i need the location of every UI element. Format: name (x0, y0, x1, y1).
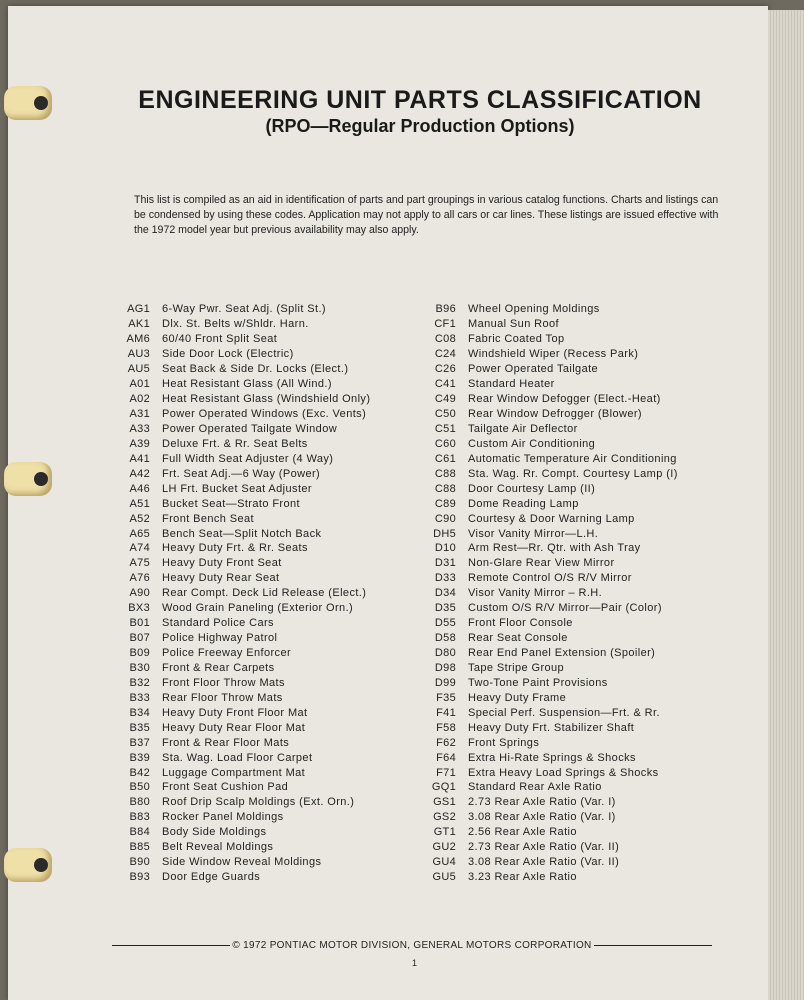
rpo-row (104, 496, 370, 511)
rpo-description: Rear Floor Throw Mats (162, 691, 283, 704)
rpo-code: B34 (129, 706, 150, 719)
rpo-code: B32 (129, 676, 150, 689)
rpo-code: AU5 (127, 363, 150, 376)
rpo-code: A33 (129, 422, 150, 435)
rpo-row (410, 317, 678, 332)
rpo-row (410, 496, 678, 511)
rpo-code: GT1 (433, 826, 456, 839)
copyright-footer (112, 940, 712, 951)
rpo-row (410, 870, 678, 885)
rpo-code: D31 (434, 557, 456, 570)
rpo-code: GU2 (432, 841, 456, 854)
rpo-code: B42 (129, 766, 150, 779)
rpo-description: Power Operated Windows (Exc. Vents) (162, 408, 367, 421)
rpo-description: Non-Glare Rear View Mirror (468, 557, 615, 570)
rpo-row (410, 481, 678, 496)
rpo-description: Police Highway Patrol (162, 632, 278, 645)
rpo-description: 60/40 Front Split Seat (162, 333, 278, 346)
rpo-code: B33 (129, 691, 150, 704)
rpo-row (104, 646, 370, 661)
rpo-row (104, 661, 370, 676)
rpo-description: Remote Control O/S R/V Mirror (468, 572, 632, 585)
rpo-row (104, 377, 370, 392)
rpo-code: AK1 (128, 318, 150, 331)
rpo-code: A74 (129, 542, 150, 555)
rpo-code: B83 (129, 811, 150, 824)
rpo-code: C88 (434, 482, 456, 495)
rpo-description: Heavy Duty Front Floor Mat (162, 706, 308, 719)
rpo-description: Front Bench Seat (162, 512, 255, 525)
rpo-code: D35 (434, 602, 456, 615)
rpo-code: C89 (434, 497, 456, 510)
rpo-description: Power Operated Tailgate (468, 363, 599, 376)
rpo-row (104, 347, 370, 362)
rpo-description: Rear Compt. Deck Lid Release (Elect.) (162, 587, 367, 600)
rpo-row (410, 825, 678, 840)
rpo-row (410, 646, 678, 661)
rpo-code: F62 (436, 736, 456, 749)
rpo-code: B90 (129, 856, 150, 869)
rpo-row (104, 422, 370, 437)
rpo-code: A90 (129, 587, 150, 600)
rpo-description: Heat Resistant Glass (All Wind.) (162, 378, 332, 391)
rpo-code: C88 (434, 467, 456, 480)
rpo-description: Seat Back & Side Dr. Locks (Elect.) (162, 363, 349, 376)
rpo-description: Full Width Seat Adjuster (4 Way) (162, 452, 334, 465)
rpo-row (410, 526, 678, 541)
rpo-row (410, 407, 678, 422)
rpo-description: Visor Vanity Mirror – R.H. (468, 587, 603, 600)
rpo-description: Tape Stripe Group (468, 661, 565, 674)
rpo-code: B07 (129, 632, 150, 645)
rpo-row (410, 466, 678, 481)
rpo-row (410, 661, 678, 676)
rpo-description: 2.73 Rear Axle Ratio (Var. I) (468, 796, 616, 809)
rpo-description: 2.56 Rear Axle Ratio (468, 826, 577, 839)
rpo-row (410, 451, 678, 466)
rpo-code: A42 (129, 467, 150, 480)
rpo-code: B09 (129, 647, 150, 660)
rpo-row (410, 735, 678, 750)
rpo-code: B39 (129, 751, 150, 764)
rpo-description: Extra Hi-Rate Springs & Shocks (468, 751, 636, 764)
rpo-row (410, 571, 678, 586)
rpo-code: D80 (434, 647, 456, 660)
rpo-row (410, 840, 678, 855)
rpo-row (104, 840, 370, 855)
rpo-row (104, 571, 370, 586)
rpo-code: A46 (129, 482, 150, 495)
rpo-row (104, 586, 370, 601)
rpo-row (410, 690, 678, 705)
binder-ring-icon (4, 462, 52, 496)
rpo-code: B35 (129, 721, 150, 734)
copyright-text: © 1972 PONTIAC MOTOR DIVISION, GENERAL MOTORS CORPORATION (232, 940, 592, 951)
rpo-list-left (104, 302, 370, 885)
rpo-code: B80 (129, 796, 150, 809)
rpo-description: Tailgate Air Deflector (468, 422, 578, 435)
rpo-description: Deluxe Frt. & Rr. Seat Belts (162, 437, 308, 450)
rpo-description: Heavy Duty Front Seat (162, 557, 282, 570)
rpo-code: C26 (434, 363, 456, 376)
rpo-code: B01 (129, 617, 150, 630)
rpo-description: Front & Rear Carpets (162, 661, 275, 674)
rpo-row (104, 750, 370, 765)
rpo-row (410, 541, 678, 556)
rpo-row (104, 870, 370, 885)
rpo-code: GQ1 (431, 781, 456, 794)
rpo-row (104, 407, 370, 422)
rpo-row (104, 855, 370, 870)
rpo-description: Rear Window Defogger (Elect.-Heat) (468, 393, 661, 406)
rpo-description: Side Window Reveal Moldings (162, 856, 322, 869)
rpo-code: C08 (434, 333, 456, 346)
rpo-description: Two-Tone Paint Provisions (468, 676, 608, 689)
rpo-code: A41 (129, 452, 150, 465)
rpo-code: A51 (129, 497, 150, 510)
rpo-row (410, 601, 678, 616)
rpo-code: AG1 (127, 303, 150, 316)
rpo-description: Automatic Temperature Air Conditioning (468, 452, 677, 465)
rpo-description: Bench Seat—Split Notch Back (162, 527, 322, 540)
rpo-description: Dlx. St. Belts w/Shldr. Harn. (162, 318, 309, 331)
rpo-code: CF1 (434, 318, 456, 331)
rpo-code: A02 (129, 393, 150, 406)
rpo-row (104, 810, 370, 825)
rpo-description: Belt Reveal Moldings (162, 841, 274, 854)
rpo-code: B85 (129, 841, 150, 854)
rpo-row (104, 526, 370, 541)
rpo-description: Front Floor Console (468, 617, 573, 630)
rpo-row (104, 392, 370, 407)
rpo-code: D10 (434, 542, 456, 555)
rpo-code: B30 (129, 661, 150, 674)
rpo-description: Heavy Duty Frt. Stabilizer Shaft (468, 721, 635, 734)
rpo-description: 3.08 Rear Axle Ratio (Var. II) (468, 856, 620, 869)
rpo-description: Extra Heavy Load Springs & Shocks (468, 766, 659, 779)
rpo-row (410, 720, 678, 735)
footer-rule-right (594, 945, 712, 946)
rpo-description: Custom Air Conditioning (468, 437, 596, 450)
rpo-description: Door Courtesy Lamp (II) (468, 482, 596, 495)
rpo-code: AM6 (126, 333, 150, 346)
rpo-row (410, 422, 678, 437)
rpo-description: Courtesy & Door Warning Lamp (468, 512, 635, 525)
rpo-code: F35 (436, 691, 456, 704)
rpo-row (104, 705, 370, 720)
rpo-description: 3.08 Rear Axle Ratio (Var. I) (468, 811, 616, 824)
rpo-description: Visor Vanity Mirror—L.H. (468, 527, 599, 540)
rpo-code: B96 (435, 303, 456, 316)
rpo-code: B93 (129, 871, 150, 884)
rpo-row (104, 825, 370, 840)
rpo-description: Sta. Wag. Load Floor Carpet (162, 751, 313, 764)
binder-ring-icon (4, 848, 52, 882)
rpo-description: Rear End Panel Extension (Spoiler) (468, 647, 656, 660)
rpo-code: F71 (436, 766, 456, 779)
rpo-row (104, 631, 370, 646)
rpo-code: GS2 (433, 811, 456, 824)
rpo-code: C61 (434, 452, 456, 465)
rpo-row (410, 855, 678, 870)
rpo-code: C60 (434, 437, 456, 450)
rpo-row (410, 780, 678, 795)
rpo-row (104, 481, 370, 496)
rpo-row (104, 302, 370, 317)
rpo-code: A01 (129, 378, 150, 391)
rpo-code: C24 (434, 348, 456, 361)
rpo-row (104, 675, 370, 690)
rpo-row (410, 377, 678, 392)
rpo-row (104, 317, 370, 332)
rpo-code: GS1 (433, 796, 456, 809)
rpo-code: B37 (129, 736, 150, 749)
rpo-code: A75 (129, 557, 150, 570)
rpo-description: Windshield Wiper (Recess Park) (468, 348, 639, 361)
rpo-code: D98 (434, 661, 456, 674)
rpo-code: F58 (436, 721, 456, 734)
rpo-description: Standard Rear Axle Ratio (468, 781, 602, 794)
rpo-code: GU5 (432, 871, 456, 884)
rpo-row (104, 332, 370, 347)
rpo-row (410, 616, 678, 631)
rpo-description: Bucket Seat—Strato Front (162, 497, 300, 510)
rpo-row (104, 795, 370, 810)
rpo-row (410, 511, 678, 526)
rpo-row (410, 362, 678, 377)
rpo-row (104, 451, 370, 466)
rpo-code: A52 (129, 512, 150, 525)
binder-ring-icon (4, 86, 52, 120)
rpo-code: A39 (129, 437, 150, 450)
rpo-list-right (410, 302, 678, 885)
rpo-row (410, 631, 678, 646)
page-title: ENGINEERING UNIT PARTS CLASSIFICATION (138, 86, 702, 114)
rpo-description: Custom O/S R/V Mirror—Pair (Color) (468, 602, 662, 615)
rpo-row (410, 302, 678, 317)
rpo-description: Body Side Moldings (162, 826, 267, 839)
rpo-row (104, 690, 370, 705)
rpo-code: D99 (434, 676, 456, 689)
rpo-description: Dome Reading Lamp (468, 497, 579, 510)
page-subtitle: (RPO—Regular Production Options) (265, 116, 575, 136)
rpo-description: Heat Resistant Glass (Windshield Only) (162, 393, 371, 406)
rpo-code: C49 (434, 393, 456, 406)
rpo-row (410, 705, 678, 720)
page-stack-edge (768, 10, 804, 1000)
rpo-description: 2.73 Rear Axle Ratio (Var. II) (468, 841, 620, 854)
rpo-description: Sta. Wag. Rr. Compt. Courtesy Lamp (I) (468, 467, 678, 480)
rpo-row (410, 765, 678, 780)
rpo-code: A76 (129, 572, 150, 585)
rpo-code: D33 (434, 572, 456, 585)
rpo-row (104, 616, 370, 631)
rpo-description: Standard Heater (468, 378, 555, 391)
rpo-description: Frt. Seat Adj.—6 Way (Power) (162, 467, 321, 480)
rpo-code: D55 (434, 617, 456, 630)
rpo-description: Heavy Duty Frt. & Rr. Seats (162, 542, 308, 555)
rpo-row (104, 466, 370, 481)
rpo-description: Front Seat Cushion Pad (162, 781, 289, 794)
rpo-row (104, 780, 370, 795)
rpo-row (410, 750, 678, 765)
rpo-description: Special Perf. Suspension—Frt. & Rr. (468, 706, 660, 719)
rpo-description: Luggage Compartment Mat (162, 766, 306, 779)
rpo-description: Front Floor Throw Mats (162, 676, 285, 689)
rpo-description: Police Freeway Enforcer (162, 647, 292, 660)
rpo-row (104, 436, 370, 451)
rpo-row (104, 765, 370, 780)
rpo-code: B84 (129, 826, 150, 839)
rpo-code: AU3 (127, 348, 150, 361)
rpo-code: F64 (436, 751, 456, 764)
rpo-description: Heavy Duty Rear Seat (162, 572, 280, 585)
rpo-description: Heavy Duty Rear Floor Mat (162, 721, 306, 734)
rpo-row (410, 436, 678, 451)
rpo-code: C41 (434, 378, 456, 391)
rpo-row (410, 795, 678, 810)
rpo-row (410, 556, 678, 571)
rpo-code: C90 (434, 512, 456, 525)
rpo-description: Wheel Opening Moldings (468, 303, 600, 316)
rpo-code: C50 (434, 408, 456, 421)
rpo-code: GU4 (432, 856, 456, 869)
rpo-description: Roof Drip Scalp Moldings (Ext. Orn.) (162, 796, 355, 809)
rpo-description: Heavy Duty Frame (468, 691, 567, 704)
rpo-row (410, 392, 678, 407)
rpo-code: D58 (434, 632, 456, 645)
rpo-row (104, 511, 370, 526)
rpo-description: Power Operated Tailgate Window (162, 422, 338, 435)
intro-paragraph: This list is compiled as an aid in identification of parts and part groupings in various catalog functions. Charts and listings can be condensed by using these codes. Application may not apply to all cars or car lines. These listings are issued effective with the 1972 model year but previous availability may also apply. (134, 194, 719, 236)
rpo-row (104, 556, 370, 571)
rpo-row (104, 735, 370, 750)
rpo-code: A31 (129, 408, 150, 421)
rpo-row (410, 347, 678, 362)
footer-rule-left (112, 945, 230, 946)
rpo-row (104, 541, 370, 556)
rpo-description: Standard Police Cars (162, 617, 274, 630)
rpo-description: Fabric Coated Top (468, 333, 565, 346)
rpo-description: 3.23 Rear Axle Ratio (468, 871, 577, 884)
rpo-row (104, 601, 370, 616)
rpo-row (410, 586, 678, 601)
rpo-row (410, 675, 678, 690)
rpo-description: Manual Sun Roof (468, 318, 559, 331)
rpo-description: LH Frt. Bucket Seat Adjuster (162, 482, 312, 495)
rpo-code: B50 (129, 781, 150, 794)
rpo-description: Front & Rear Floor Mats (162, 736, 290, 749)
rpo-row (410, 810, 678, 825)
rpo-code: BX3 (128, 602, 150, 615)
rpo-description: Door Edge Guards (162, 871, 261, 884)
page-number: 1 (412, 958, 418, 968)
rpo-row (410, 332, 678, 347)
rpo-row (104, 362, 370, 377)
rpo-description: Side Door Lock (Electric) (162, 348, 294, 361)
rpo-description: Rocker Panel Moldings (162, 811, 284, 824)
rpo-row (104, 720, 370, 735)
rpo-description: Wood Grain Paneling (Exterior Orn.) (162, 602, 354, 615)
rpo-code: A65 (129, 527, 150, 540)
rpo-description: Front Springs (468, 736, 540, 749)
rpo-description: 6-Way Pwr. Seat Adj. (Split St.) (162, 303, 326, 316)
rpo-description: Rear Seat Console (468, 632, 568, 645)
rpo-code: DH5 (433, 527, 456, 540)
rpo-code: F41 (436, 706, 456, 719)
rpo-code: C51 (434, 422, 456, 435)
rpo-code: D34 (434, 587, 456, 600)
rpo-description: Arm Rest—Rr. Qtr. with Ash Tray (468, 542, 641, 555)
rpo-description: Rear Window Defrogger (Blower) (468, 408, 642, 421)
